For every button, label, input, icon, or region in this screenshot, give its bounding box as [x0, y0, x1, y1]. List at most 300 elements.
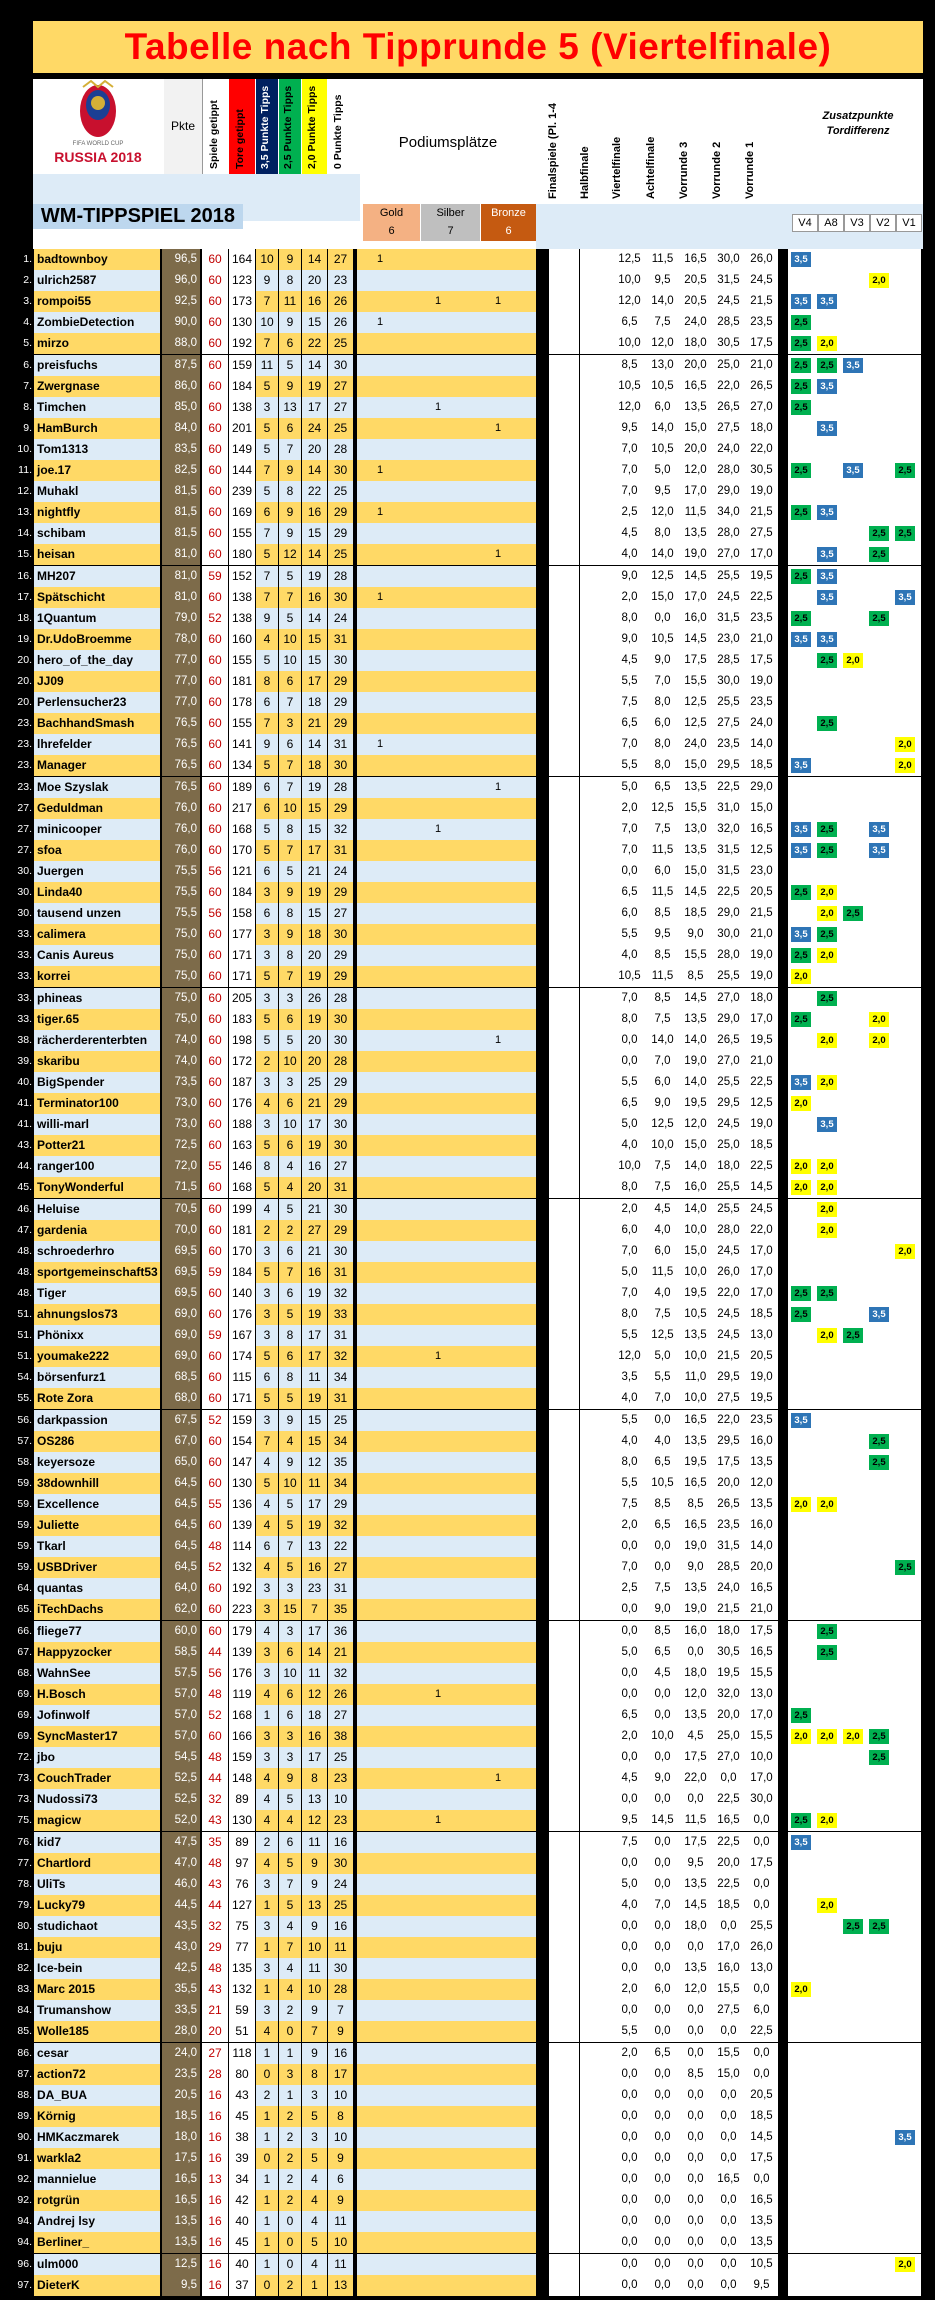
stat-cell: 25 — [328, 1410, 353, 1431]
table-row — [0, 924, 935, 945]
bonus-badge: 3,5 — [869, 843, 889, 858]
points-cell: 83,5 — [162, 439, 200, 460]
table-row — [0, 2254, 935, 2275]
zusatz-cell — [788, 2064, 921, 2085]
stage-score: 0,0 — [646, 1789, 679, 1810]
stage-score: 0,0 — [646, 1410, 679, 1431]
finals-cell — [549, 2254, 579, 2275]
stat-cell: 60 — [202, 523, 228, 544]
stat-cell: 155 — [229, 650, 255, 671]
table-row — [0, 1789, 935, 1810]
stage-score: 0,0 — [646, 2106, 679, 2127]
stage-score: 24,5 — [712, 1325, 745, 1346]
stat-cell: 22 — [302, 481, 327, 502]
points-cell: 96,0 — [162, 270, 200, 291]
stage-score: 13,5 — [679, 397, 712, 418]
stat-cell: 177 — [229, 924, 255, 945]
podium-cell — [357, 2064, 536, 2085]
stage-score: 6,5 — [613, 713, 646, 734]
stat-cell: 4 — [302, 2211, 327, 2232]
zusatz-cell — [788, 355, 921, 376]
stage-score: 2,0 — [613, 1726, 646, 1747]
halbfinale-cell — [580, 2085, 613, 2106]
halbfinale-cell — [580, 2169, 613, 2190]
player-name: cesar — [34, 2043, 160, 2064]
player-name: BachhandSmash — [34, 713, 160, 734]
stage-score: 0,0 — [646, 1853, 679, 1874]
stat-cell: 159 — [229, 1410, 255, 1431]
stat-cell: 15 — [302, 1410, 327, 1431]
zusatz-cell — [788, 1937, 921, 1958]
stat-cell: 25 — [328, 1895, 353, 1916]
halbfinale-cell — [580, 418, 613, 439]
bonus-badge: 2,5 — [791, 358, 811, 373]
stage-score: 15,5 — [712, 1979, 745, 2000]
stage-score: 13,5 — [679, 1958, 712, 1979]
stat-cell: 5 — [256, 418, 278, 439]
player-name: action72 — [34, 2064, 160, 2085]
stage-score: 0,0 — [646, 2021, 679, 2042]
bonus-badge: 2,5 — [817, 358, 837, 373]
stage-score: 0,0 — [712, 2254, 745, 2275]
table-row — [0, 1663, 935, 1684]
stage-score: 0,0 — [613, 2169, 646, 2190]
stat-cell: 3 — [256, 945, 278, 966]
stage-score: 28,0 — [712, 523, 745, 544]
podium-cell — [357, 1346, 536, 1367]
stage-score: 0,0 — [613, 2000, 646, 2021]
stat-cell: 17 — [302, 397, 327, 418]
stat-cell: 138 — [229, 608, 255, 629]
halbfinale-cell — [580, 1958, 613, 1979]
stat-cell: 3 — [256, 1325, 278, 1346]
player-name: Heluise — [34, 1199, 160, 1220]
stage-score: 11,5 — [646, 840, 679, 861]
player-name: nightfly — [34, 502, 160, 523]
bonus-badge: 3,5 — [817, 1117, 837, 1132]
rank-cell: 59. — [17, 1561, 32, 1574]
table-row — [0, 1156, 935, 1177]
stat-cell: 7 — [256, 291, 278, 312]
stage-score: 2,5 — [613, 1578, 646, 1599]
stat-cell: 14 — [302, 460, 327, 481]
table-row — [0, 333, 935, 354]
stat-cell: 1 — [256, 1895, 278, 1916]
podium-cell — [357, 1030, 536, 1051]
bonus-badge: 3,5 — [869, 822, 889, 837]
halbfinale-cell — [580, 1304, 613, 1325]
table-row — [0, 650, 935, 671]
stat-cell: 34 — [328, 1367, 353, 1388]
zusatz-col-label: A8 — [818, 214, 844, 232]
halbfinale-cell — [580, 924, 613, 945]
player-name: mannielue — [34, 2169, 160, 2190]
stage-score: 2,0 — [613, 1979, 646, 2000]
stat-cell: 10 — [328, 2127, 353, 2148]
stage-score: 10,0 — [679, 1262, 712, 1283]
stat-cell: 130 — [229, 1810, 255, 1831]
stat-cell: 2 — [279, 2148, 301, 2169]
points-cell: 75,0 — [162, 924, 200, 945]
stat-cell: 19 — [302, 1135, 327, 1156]
stage-score: 21,5 — [745, 291, 778, 312]
stat-cell: 159 — [229, 355, 255, 376]
stage-score: 12,5 — [646, 798, 679, 819]
stat-cell: 0 — [256, 2064, 278, 2085]
bonus-badge: 2,0 — [817, 948, 837, 963]
stat-cell: 1 — [256, 2127, 278, 2148]
player-name: HMKaczmarek — [34, 2127, 160, 2148]
points-cell: 57,0 — [162, 1705, 200, 1726]
stat-cell: 7 — [256, 566, 278, 587]
points-cell: 77,0 — [162, 692, 200, 713]
stat-cell: 168 — [229, 819, 255, 840]
stage-score: 8,0 — [613, 1009, 646, 1030]
stat-cell: 11 — [256, 355, 278, 376]
logo-small-text: FIFA WORLD CUP — [72, 141, 124, 147]
stage-score: 14,0 — [679, 1030, 712, 1051]
stage-score: 0,0 — [613, 1916, 646, 1937]
stage-score: 29,5 — [712, 755, 745, 776]
stage-score: 5,5 — [613, 1473, 646, 1494]
finals-cell — [549, 481, 579, 502]
stage-score: 12,5 — [679, 692, 712, 713]
zusatz-cell — [788, 2000, 921, 2021]
stat-cell: 24 — [302, 418, 327, 439]
stage-score: 6,0 — [613, 903, 646, 924]
stat-cell: 13 — [202, 2169, 228, 2190]
stage-score: 13,0 — [745, 1958, 778, 1979]
zusatz-cell — [788, 1684, 921, 1705]
stat-cell: 5 — [279, 861, 301, 882]
stat-cell: 18 — [302, 692, 327, 713]
points-cell: 52,0 — [162, 1810, 200, 1831]
stat-cell: 5 — [279, 1789, 301, 1810]
stage-score: 12,0 — [679, 1979, 712, 2000]
table-row — [0, 2021, 935, 2042]
rank-cell: 33. — [17, 1012, 32, 1025]
halbfinale-cell — [580, 1009, 613, 1030]
stat-cell: 60 — [202, 1114, 228, 1135]
stage-score: 15,0 — [646, 587, 679, 608]
player-name: Moe Szyslak — [34, 777, 160, 798]
stage-score: 27,5 — [712, 2000, 745, 2021]
points-cell: 64,5 — [162, 1515, 200, 1536]
stat-cell: 43 — [202, 1979, 228, 2000]
finals-cell — [549, 1009, 579, 1030]
stat-cell: 33 — [328, 1304, 353, 1325]
stat-cell: 30 — [328, 924, 353, 945]
stage-score: 0,0 — [679, 2254, 712, 2275]
halbfinale-cell — [580, 2211, 613, 2232]
player-name: Geduldman — [34, 798, 160, 819]
stat-cell: 10 — [279, 650, 301, 671]
stat-cell: 4 — [279, 1916, 301, 1937]
halbfinale-cell — [580, 1937, 613, 1958]
stat-cell: 60 — [202, 312, 228, 333]
stage-score: 0,0 — [679, 2190, 712, 2211]
table-row — [0, 397, 935, 418]
stage-score: 9,5 — [646, 481, 679, 502]
zusatz-cell — [788, 988, 921, 1009]
rank-cell: 79. — [17, 1898, 32, 1911]
stat-cell: 141 — [229, 734, 255, 755]
stat-cell: 60 — [202, 1452, 228, 1473]
stage-score: 2,0 — [613, 587, 646, 608]
finals-cell — [549, 1283, 579, 1304]
stat-cell: 5 — [279, 1494, 301, 1515]
rank-cell: 80. — [17, 1919, 32, 1932]
stage-score: 6,5 — [613, 882, 646, 903]
stat-cell: 7 — [279, 840, 301, 861]
stat-cell: 28 — [328, 1979, 353, 2000]
halbfinale-cell — [580, 1431, 613, 1452]
points-cell: 57,0 — [162, 1726, 200, 1747]
table-row — [0, 249, 935, 270]
stat-cell: 55 — [202, 1494, 228, 1515]
stage-score: 12,0 — [745, 1473, 778, 1494]
stat-cell: 60 — [202, 1621, 228, 1642]
stage-score: 18,0 — [712, 1621, 745, 1642]
stat-cell: 6 — [279, 333, 301, 354]
points-cell: 12,5 — [162, 2254, 200, 2275]
stage-score: 7,5 — [646, 312, 679, 333]
stat-cell: 132 — [229, 1557, 255, 1578]
bonus-badge: 2,0 — [791, 1159, 811, 1174]
stat-cell: 29 — [328, 798, 353, 819]
zusatz-cell — [788, 291, 921, 312]
points-cell: 64,5 — [162, 1536, 200, 1557]
stage-score: 0,0 — [646, 1705, 679, 1726]
podium-cell — [357, 1832, 536, 1853]
points-cell: 60,0 — [162, 1621, 200, 1642]
points-cell: 69,0 — [162, 1304, 200, 1325]
podium-mark: 1 — [495, 548, 502, 561]
stat-cell: 60 — [202, 439, 228, 460]
zusatz-cell — [788, 333, 921, 354]
stat-cell: 60 — [202, 1283, 228, 1304]
stat-cell: 6 — [279, 1832, 301, 1853]
stage-score: 0,0 — [679, 2211, 712, 2232]
stage-score: 0,0 — [679, 1937, 712, 1958]
stat-cell: 9 — [328, 2021, 353, 2042]
bonus-badge: 2,0 — [817, 1223, 837, 1238]
stage-score: 0,0 — [646, 1916, 679, 1937]
stage-score: 21,0 — [745, 629, 778, 650]
zusatz-cell — [788, 671, 921, 692]
table-row — [0, 629, 935, 650]
points-cell: 47,5 — [162, 1832, 200, 1853]
podium-mark: 1 — [377, 316, 384, 329]
rank-cell: 75. — [17, 1814, 32, 1827]
halbfinale-cell — [580, 502, 613, 523]
stage-score: 24,0 — [745, 713, 778, 734]
stage-score: 4,0 — [646, 1283, 679, 1304]
stat-cell: 19 — [302, 1304, 327, 1325]
stat-cell: 5 — [279, 1030, 301, 1051]
points-cell: 57,0 — [162, 1684, 200, 1705]
podium-cell — [357, 291, 536, 312]
stage-score: 7,0 — [613, 819, 646, 840]
zusatz-cell — [788, 1536, 921, 1557]
stat-cell: 28 — [202, 2064, 228, 2085]
table-row — [0, 2169, 935, 2190]
stage-score: 0,0 — [712, 2211, 745, 2232]
table-row — [0, 1030, 935, 1051]
stage-score: 12,5 — [745, 1093, 778, 1114]
stat-cell: 27 — [328, 1156, 353, 1177]
stage-score: 25,5 — [712, 1177, 745, 1198]
stage-score: 6,0 — [646, 1979, 679, 2000]
stat-cell: 18 — [302, 924, 327, 945]
bonus-badge: 3,5 — [791, 294, 811, 309]
table-row — [0, 1388, 935, 1409]
stat-cell: 3 — [256, 1958, 278, 1979]
stat-cell: 52 — [202, 1410, 228, 1431]
stat-cell: 8 — [302, 1768, 327, 1789]
rank-cell: 30. — [17, 886, 32, 898]
finals-cell — [549, 1410, 579, 1431]
stage-score: 6,0 — [646, 397, 679, 418]
stat-cell: 0 — [279, 2254, 301, 2275]
podium-cell — [357, 2232, 536, 2253]
stage-score: 23,5 — [712, 1515, 745, 1536]
stat-cell: 155 — [229, 713, 255, 734]
finals-cell — [549, 1093, 579, 1114]
table-row — [0, 734, 935, 755]
rank-cell: 67. — [17, 1645, 32, 1658]
bonus-badge: 2,0 — [817, 1813, 837, 1828]
stage-score: 11,5 — [646, 249, 679, 270]
finals-cell — [549, 1262, 579, 1283]
stat-cell: 14 — [302, 608, 327, 629]
stage-score: 32,0 — [712, 819, 745, 840]
stat-cell: 15 — [302, 1431, 327, 1452]
stat-cell: 60 — [202, 1431, 228, 1452]
podium-cell — [357, 2000, 536, 2021]
stat-cell: 60 — [202, 1304, 228, 1325]
stage-score: 8,5 — [646, 1494, 679, 1515]
stage-score: 26,0 — [745, 1937, 778, 1958]
stat-cell: 9 — [302, 2043, 327, 2064]
stage-score: 27,5 — [712, 418, 745, 439]
points-cell: 92,5 — [162, 291, 200, 312]
stat-cell: 5 — [256, 966, 278, 987]
points-cell: 69,5 — [162, 1283, 200, 1304]
finals-cell — [549, 249, 579, 270]
stage-score: 15,5 — [745, 1726, 778, 1747]
stage-score: 26,5 — [712, 1494, 745, 1515]
stage-score: 8,5 — [679, 2064, 712, 2085]
stat-cell: 4 — [256, 1768, 278, 1789]
podium-cell — [357, 1853, 536, 1874]
stat-cell: 5 — [256, 1135, 278, 1156]
stage-label: Vorrunde 1 — [744, 141, 756, 199]
podium-cell — [357, 1599, 536, 1620]
stat-cell: 7 — [279, 755, 301, 776]
points-cell: 85,0 — [162, 397, 200, 418]
stat-cell: 10 — [328, 1789, 353, 1810]
stage-score: 7,0 — [646, 1388, 679, 1409]
stage-score: 17,0 — [745, 1241, 778, 1262]
stage-score: 0,0 — [613, 1958, 646, 1979]
finals-cell — [549, 1768, 579, 1789]
stage-score: 21,0 — [745, 924, 778, 945]
stage-score: 0,0 — [646, 2190, 679, 2211]
stage-score: 27,5 — [712, 713, 745, 734]
podium-cell — [357, 2021, 536, 2042]
rank-cell: 59. — [17, 1497, 32, 1510]
stat-cell: 9 — [302, 2000, 327, 2021]
halbfinale-cell — [580, 755, 613, 776]
table-row — [0, 2000, 935, 2021]
player-name: Potter21 — [34, 1135, 160, 1156]
zusatz-cell — [788, 1705, 921, 1726]
stat-cell: 4 — [279, 1958, 301, 1979]
stage-score: 19,5 — [679, 1093, 712, 1114]
stat-cell: 31 — [328, 1177, 353, 1198]
stat-cell: 27 — [328, 903, 353, 924]
podium-cell — [357, 966, 536, 987]
stage-score: 3,5 — [613, 1367, 646, 1388]
stage-score: 0,0 — [646, 2254, 679, 2275]
player-name: Marc 2015 — [34, 1979, 160, 2000]
stat-cell: 24 — [328, 608, 353, 629]
stat-cell: 60 — [202, 755, 228, 776]
stat-cell: 25 — [328, 418, 353, 439]
stat-cell: 3 — [256, 882, 278, 903]
stage-score: 11,5 — [679, 1810, 712, 1831]
points-cell: 70,5 — [162, 1199, 200, 1220]
table-row — [0, 1072, 935, 1093]
stat-cell: 187 — [229, 1072, 255, 1093]
points-cell: 23,5 — [162, 2064, 200, 2085]
stat-cell: 127 — [229, 1895, 255, 1916]
stat-cell: 16 — [328, 1832, 353, 1853]
finals-cell — [549, 312, 579, 333]
zusatz-cell — [788, 566, 921, 587]
halbfinale-cell — [580, 1621, 613, 1642]
rank-cell: 73. — [17, 1772, 32, 1785]
stage-score: 0,0 — [646, 1937, 679, 1958]
stat-cell: 18 — [302, 755, 327, 776]
table-row — [0, 2211, 935, 2232]
stat-cell: 6 — [279, 1093, 301, 1114]
stage-score: 0,0 — [613, 1663, 646, 1684]
halbfinale-cell — [580, 798, 613, 819]
stat-cell: 80 — [229, 2064, 255, 2085]
stat-cell: 5 — [302, 2148, 327, 2169]
points-cell: 58,5 — [162, 1642, 200, 1663]
stat-cell: 17 — [302, 1325, 327, 1346]
podium-cell — [357, 355, 536, 376]
finals-cell — [549, 523, 579, 544]
stat-cell: 28 — [328, 1051, 353, 1072]
stat-cell: 76 — [229, 1874, 255, 1895]
points-cell: 75,0 — [162, 966, 200, 987]
player-name: Phönixx — [34, 1325, 160, 1346]
player-name: Rote Zora — [34, 1388, 160, 1409]
player-name: quantas — [34, 1578, 160, 1599]
stage-score: 10,5 — [646, 629, 679, 650]
halbfinale-cell — [580, 1241, 613, 1262]
player-name: TonyWonderful — [34, 1177, 160, 1198]
stat-cell: 146 — [229, 1156, 255, 1177]
bonus-badge: 2,0 — [817, 1180, 837, 1195]
stat-cell: 181 — [229, 671, 255, 692]
stage-score: 15,0 — [679, 861, 712, 882]
podium-cell — [357, 1895, 536, 1916]
